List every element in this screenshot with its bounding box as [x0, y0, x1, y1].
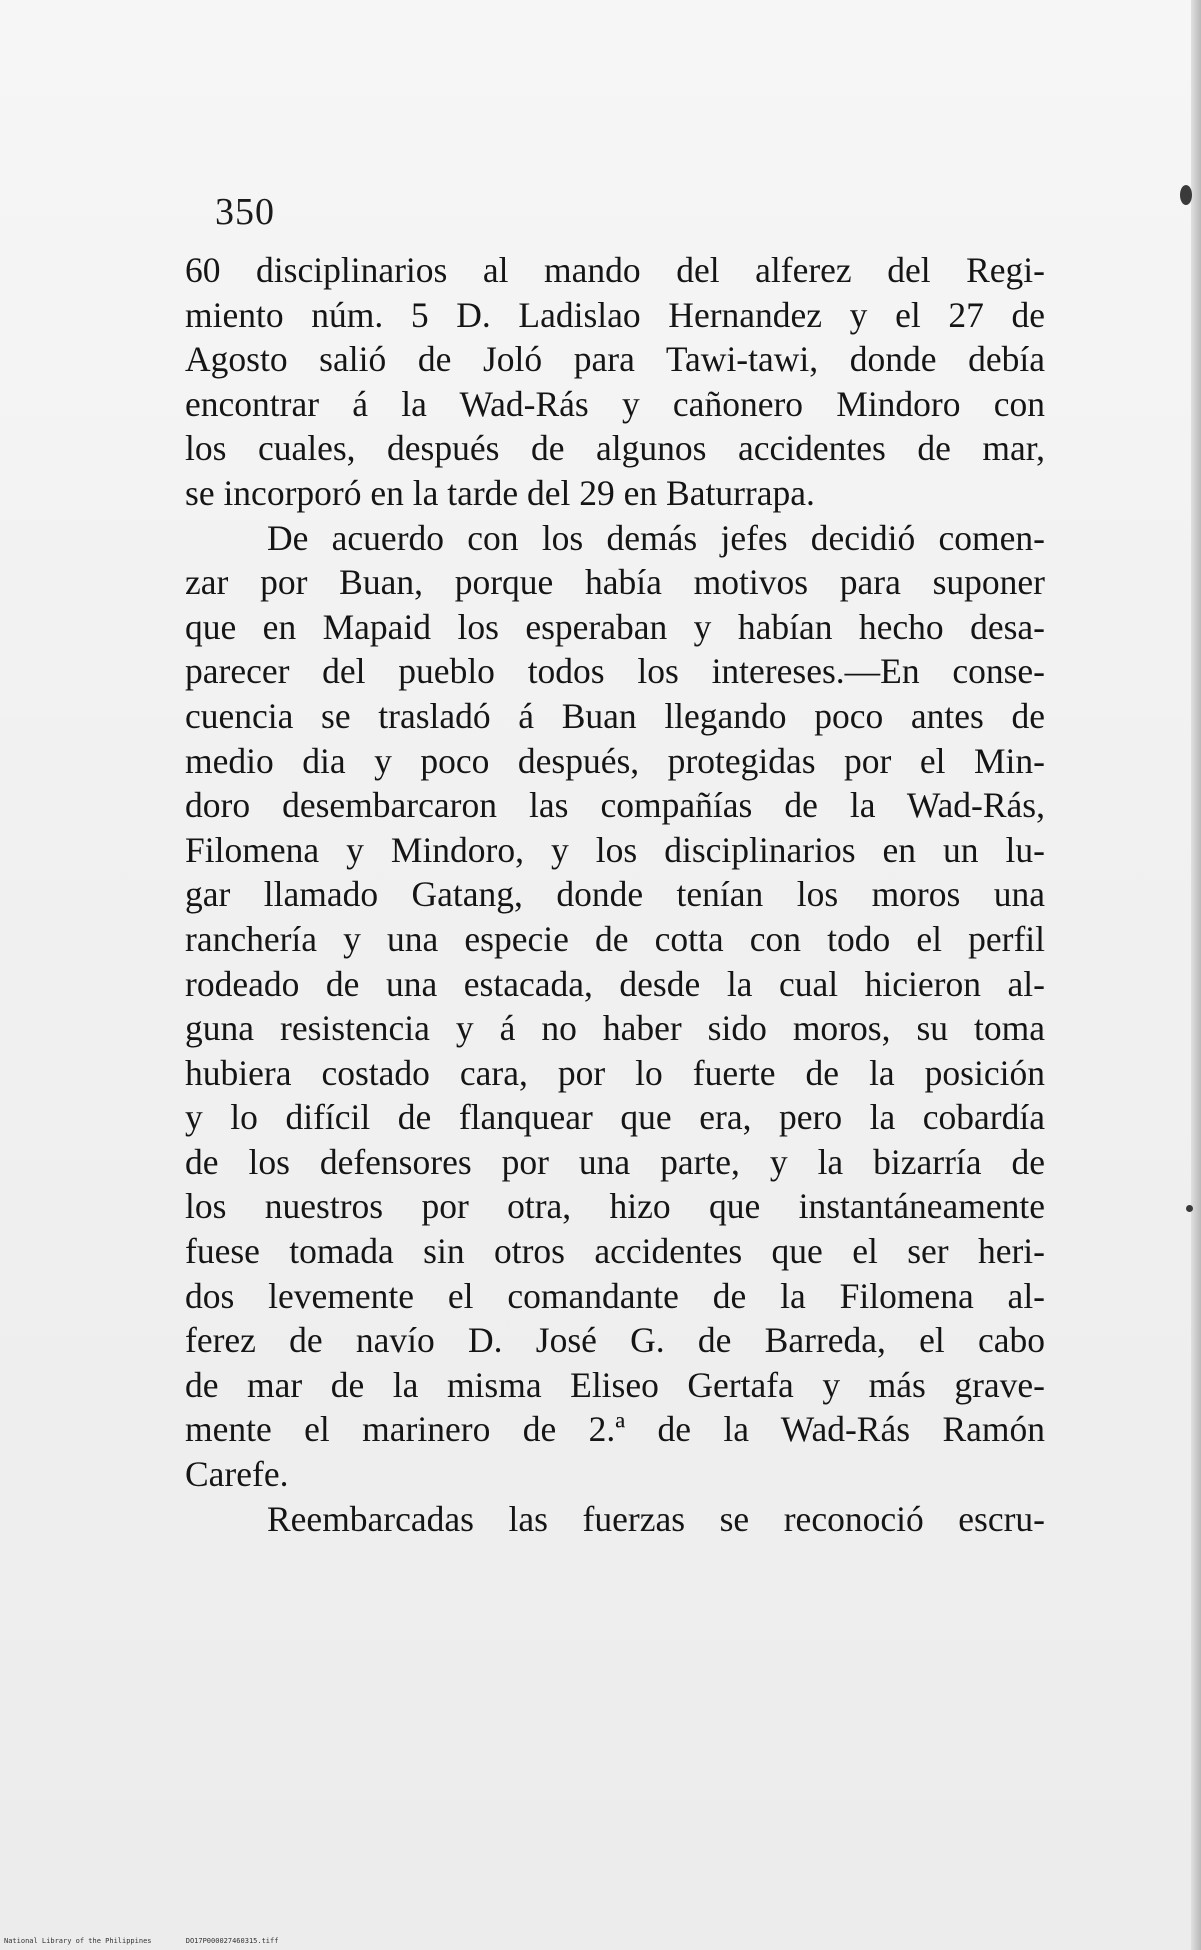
text-line: doro desembarcaron las compañías de la Wad-Rás, [185, 785, 1045, 826]
text-line: 60 disciplinarios al mando del alferez del Regi- [185, 250, 1045, 290]
text-line: los cuales, después de algunos accidentes de mar, [185, 428, 1045, 469]
file-identifier: DO17P000027460315.tiff [185, 1937, 279, 1945]
text-line: medio dia y poco después, protegidas por el Min- [185, 740, 1045, 781]
page-number: 350 [215, 191, 275, 233]
text-line: de los defensores por una parte, y la bizarría de [185, 1141, 1045, 1182]
text-line: de mar de la misma Eliseo Gertafa y más grave- [185, 1364, 1045, 1405]
text-line: se incorporó en la tarde del 29 en Baturrapa. [185, 472, 815, 513]
text-line: Reembarcadas las fuerzas se reconoció escru- [267, 1498, 1045, 1539]
body-text [185, 248, 1045, 1541]
text-line: cuencia se trasladó á Buan llegando poco antes de [185, 695, 1045, 736]
page-edge-shadow [1191, 0, 1201, 1950]
scan-caption [4, 1937, 278, 1945]
text-line: guna resistencia y á no haber sido moros, su toma [185, 1008, 1045, 1049]
text-line: los nuestros por otra, hizo que instantáneamente [185, 1186, 1045, 1227]
text-line: que en Mapaid los esperaban y habían hecho desa- [185, 606, 1045, 647]
text-line: De acuerdo con los demás jefes decidió comen- [267, 517, 1045, 558]
text-line: mente el marinero de 2.ª de la Wad-Rás Ramón [185, 1409, 1045, 1450]
text-line: Agosto salió de Joló para Tawi-tawi, donde debía [185, 339, 1045, 380]
text-line: miento núm. 5 D. Ladislao Hernandez y el 27 de [185, 294, 1045, 335]
ink-speck [1180, 185, 1192, 205]
text-line: hubiera costado cara, por lo fuerte de la posición [185, 1052, 1045, 1093]
library-credit: National Library of the Philippines [4, 1937, 152, 1945]
text-line: Filomena y Mindoro, y los disciplinarios en un lu- [185, 829, 1045, 870]
ink-speck [1186, 1205, 1193, 1212]
text-line: fuese tomada sin otros accidentes que el ser heri- [185, 1231, 1045, 1272]
text-line: zar por Buan, porque había motivos para suponer [185, 562, 1045, 603]
text-line: ranchería y una especie de cotta con todo el perfil [185, 918, 1045, 959]
text-line: gar llamado Gatang, donde tenían los moros una [185, 874, 1045, 915]
text-line: Carefe. [185, 1454, 289, 1495]
text-line: dos levemente el comandante de la Filomena al- [185, 1275, 1045, 1316]
text-line: parecer del pueblo todos los intereses.—En conse- [185, 651, 1045, 692]
text-line: rodeado de una estacada, desde la cual hicieron al- [185, 963, 1045, 1004]
text-line: ferez de navío D. José G. de Barreda, el cabo [185, 1320, 1045, 1361]
text-line: encontrar á la Wad-Rás y cañonero Mindoro con [185, 383, 1045, 424]
text-line: y lo difícil de flanquear que era, pero la cobardía [185, 1097, 1045, 1138]
